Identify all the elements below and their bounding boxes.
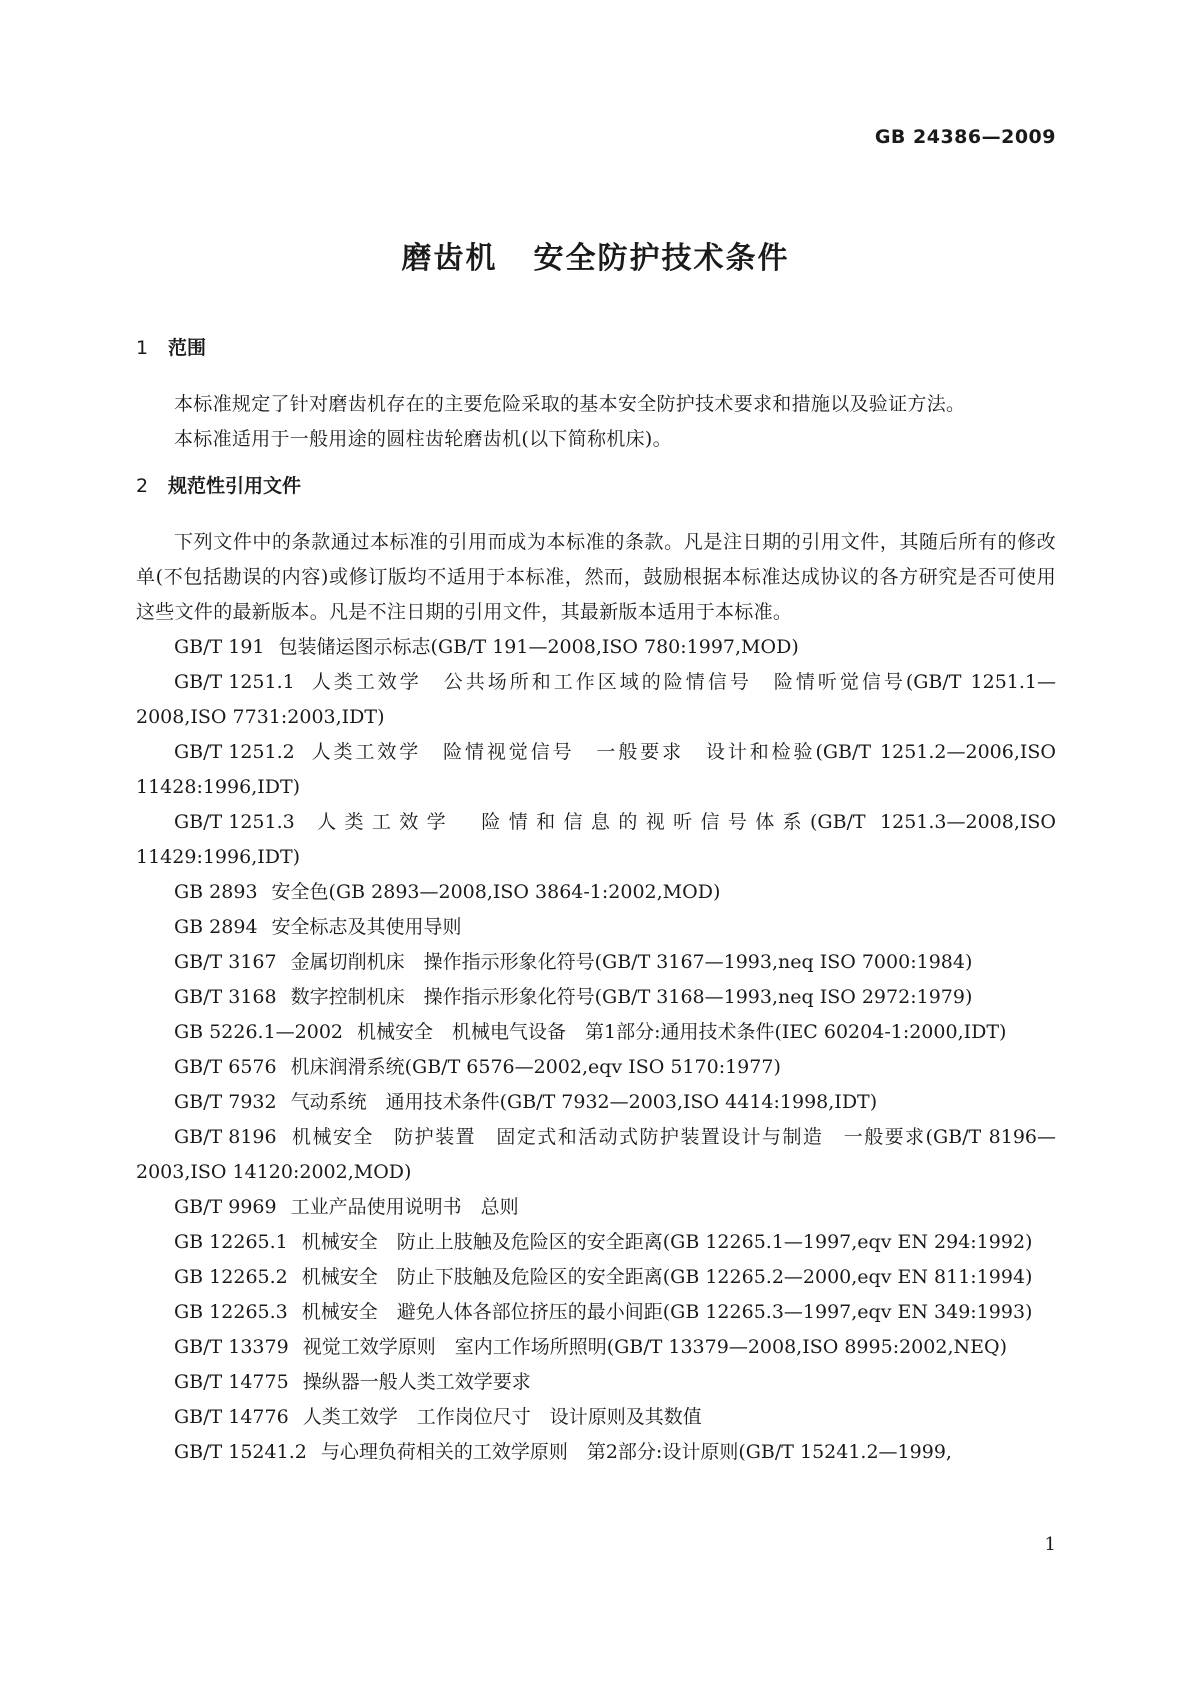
reference-title: 金属切削机床 操作指示形象化符号(GB/T 3167—1993,neq ISO 7000:1984)	[290, 951, 973, 973]
section-1-number: 1	[136, 337, 149, 359]
reference-title: 气动系统 通用技术条件(GB/T 7932—2003,ISO 4414:1998,IDT)	[290, 1091, 878, 1113]
section-2-heading	[136, 471, 1056, 501]
reference-code: GB 12265.2	[174, 1266, 288, 1288]
reference-item	[136, 665, 1056, 735]
document-title	[0, 233, 1191, 277]
reference-item	[136, 1330, 1056, 1365]
reference-code: GB/T 7932	[174, 1091, 277, 1113]
reference-title: 机械安全 防护装置 固定式和活动式防护装置设计与制造 一般要求(GB/T 8196—2003,ISO 14120:2002,MOD)	[136, 1126, 1056, 1183]
reference-item	[136, 910, 1056, 945]
reference-title: 人类工效学 工作岗位尺寸 设计原则及其数值	[302, 1406, 702, 1428]
standard-number: GB 24386—2009	[874, 126, 1056, 148]
reference-list	[136, 630, 1056, 1470]
reference-code: GB 2894	[174, 916, 258, 938]
reference-code: GB/T 9969	[174, 1196, 277, 1218]
reference-title: 工业产品使用说明书 总则	[290, 1196, 519, 1218]
reference-title: 操纵器一般人类工效学要求	[302, 1371, 531, 1393]
reference-item	[136, 805, 1056, 875]
title-part-1: 磨齿机	[401, 241, 498, 276]
reference-code: GB/T 14775	[174, 1371, 289, 1393]
reference-title: 人类工效学 公共场所和工作区域的险情信号 险情听觉信号(GB/T 1251.1—2008,ISO 7731:2003,IDT)	[136, 671, 1056, 728]
reference-item	[136, 980, 1056, 1015]
reference-code: GB/T 15241.2	[174, 1441, 307, 1463]
reference-item	[136, 1260, 1056, 1295]
reference-item	[136, 945, 1056, 980]
reference-title: 人类工效学 险情视觉信号 一般要求 设计和检验(GB/T 1251.2—2006,ISO 11428:1996,IDT)	[136, 741, 1056, 798]
reference-title: 人类工效学 险情和信息的视听信号体系(GB/T 1251.3—2008,ISO 11429:1996,IDT)	[136, 811, 1056, 868]
section-1-heading	[136, 333, 1056, 363]
reference-item	[136, 1365, 1056, 1400]
reference-code: GB/T 3167	[174, 951, 277, 973]
reference-code: GB 12265.1	[174, 1231, 288, 1253]
reference-item	[136, 1015, 1056, 1050]
reference-code: GB 12265.3	[174, 1301, 288, 1323]
reference-title: 机械安全 防止下肢触及危险区的安全距离(GB 12265.2—2000,eqv EN 811:1994)	[301, 1266, 1033, 1288]
section-1-paragraph: 本标准规定了针对磨齿机存在的主要危险采取的基本安全防护技术要求和措施以及验证方法。	[174, 393, 966, 415]
reference-title: 安全色(GB 2893—2008,ISO 3864-1:2002,MOD)	[271, 881, 721, 903]
reference-code: GB/T 1251.2	[174, 741, 295, 763]
reference-code: GB 2893	[174, 881, 258, 903]
reference-item	[136, 1190, 1056, 1225]
reference-item	[136, 735, 1056, 805]
reference-item	[136, 1085, 1056, 1120]
reference-title: 安全标志及其使用导则	[271, 916, 462, 938]
reference-code: GB/T 14776	[174, 1406, 289, 1428]
reference-title: 包装储运图示标志(GB/T 191—2008,ISO 780:1997,MOD)	[278, 636, 799, 658]
reference-title: 机械安全 避免人体各部位挤压的最小间距(GB 12265.3—1997,eqv EN 349:1993)	[301, 1301, 1033, 1323]
reference-title: 视觉工效学原则 室内工作场所照明(GB/T 13379—2008,ISO 8995:2002,NEQ)	[302, 1336, 1007, 1358]
reference-title: 数字控制机床 操作指示形象化符号(GB/T 3168—1993,neq ISO 2972:1979)	[290, 986, 973, 1008]
reference-code: GB 5226.1—2002	[174, 1021, 344, 1043]
reference-title: 与心理负荷相关的工效学原则 第2部分:设计原则(GB/T 15241.2—1999,	[320, 1441, 952, 1463]
reference-code: GB/T 6576	[174, 1056, 277, 1078]
reference-item	[136, 630, 1056, 665]
page-number: 1	[1044, 1534, 1056, 1555]
section-1-title: 范围	[168, 337, 207, 359]
reference-title: 机床润滑系统(GB/T 6576—2002,eqv ISO 5170:1977)	[290, 1056, 781, 1078]
reference-code: GB/T 1251.3	[174, 811, 295, 833]
reference-code: GB/T 1251.1	[174, 671, 295, 693]
reference-title: 机械安全 防止上肢触及危险区的安全距离(GB 12265.1—1997,eqv EN 294:1992)	[301, 1231, 1033, 1253]
title-part-2: 安全防护技术条件	[533, 241, 790, 276]
section-2-title: 规范性引用文件	[168, 475, 302, 497]
reference-title: 机械安全 机械电气设备 第1部分:通用技术条件(IEC 60204-1:2000,IDT)	[357, 1021, 1007, 1043]
reference-item	[136, 1295, 1056, 1330]
reference-code: GB/T 13379	[174, 1336, 289, 1358]
reference-code: GB/T 191	[174, 636, 265, 658]
section-1-paragraph: 本标准适用于一般用途的圆柱齿轮磨齿机(以下简称机床)。	[174, 428, 672, 450]
reference-item	[136, 875, 1056, 910]
reference-item	[136, 1050, 1056, 1085]
reference-code: GB/T 8196	[174, 1126, 277, 1148]
reference-item	[136, 1400, 1056, 1435]
section-2-intro: 下列文件中的条款通过本标准的引用而成为本标准的条款。凡是注日期的引用文件，其随后所有的修改单(不包括勘误的内容)或修订版均不适用于本标准，然而，鼓励根据本标准达成协议的各方研究是否可使用这些文件的最新版本。凡是不注日期的引用文件，其最新版本适用于本标准。	[136, 531, 1056, 623]
reference-item	[136, 1225, 1056, 1260]
section-2-number: 2	[136, 475, 149, 497]
document-body	[136, 333, 1056, 1470]
reference-code: GB/T 3168	[174, 986, 277, 1008]
reference-item	[136, 1435, 1056, 1470]
reference-item	[136, 1120, 1056, 1190]
